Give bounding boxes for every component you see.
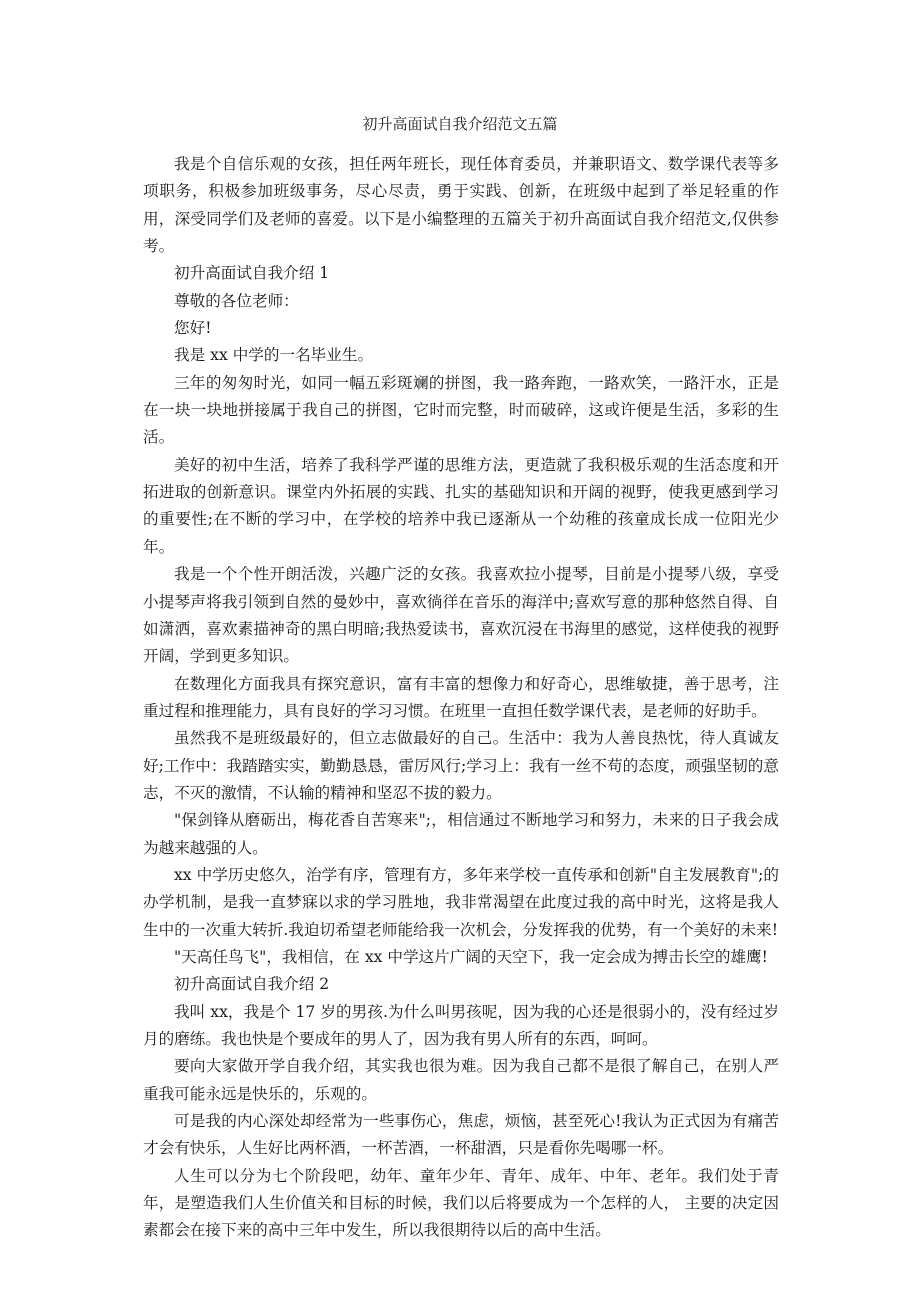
document-body [143,151,779,1245]
paragraph: 人生可以分为七个阶段吧，幼年、童年少年、青年、成年、中年、老年。我们处于青年，是塑造我们人生价值关和目标的时候，我们以后将要成为一个怎样的人， 主要的决定因素都会在接下来的高中三年中发生，所以我很期待以后的高中生活。 [143,1166,779,1240]
salutation: 尊敬的各位老师： [174,291,299,310]
section-heading-2: 初升高面试自我介绍 2 [174,975,330,994]
document-title: 初升高面试自我介绍范文五篇 [362,115,558,133]
greeting: 您好! [174,319,212,338]
paragraph: 我是一个个性开朗活泼，兴趣广泛的女孩。我喜欢拉小提琴，目前是小提琴八级，享受小提琴声将我引领到自然的曼妙中，喜欢徜徉在音乐的海洋中;喜欢写意的那种悠然自得、自如潇洒，喜欢素描神奇的黑白明暗;我热爱读书，喜欢沉浸在书海里的感觉，这样使我的视野开阔，学到更多知识。 [143,565,779,666]
paragraph: "天高任鸟飞"，我相信，在 xx 中学这片广阔的天空下，我一定会成为搏击长空的雄鹰! [174,947,768,966]
paragraph: 虽然我不是班级最好的，但立志做最好的自己。生活中：我为人善良热忱，待人真诚友好;工作中：我踏踏实实，勤勤恳恳，雷厉风行;学习上：我有一丝不苟的态度，顽强坚韧的意志，不灭的激情，不认输的精神和坚忍不拔的毅力。 [143,729,779,802]
paragraph: "保剑锋从磨砺出，梅花香自苦寒来";，相信通过不断地学习和努力，未来的日子我会成为越来越强的人。 [143,811,779,857]
paragraph: xx 中学历史悠久，治学有序，管理有方，多年来学校一直传承和创新"自主发展教育";的办学机制，是我一直梦寐以求的学习胜地，我非常渴望在此度过我的高中时光，这将是我人生中的一次重大转折.我迫切希望老师能给我一次机会，分发挥我的优势，有一个美好的未来! [143,865,779,939]
paragraph-intro: 我是个自信乐观的女孩，担任两年班长，现任体育委员，并兼职语文、数学课代表等多项职务，积极参加班级事务，尽心尽责，勇于实践、创新，在班级中起到了举足轻重的作用，深受同学们及老师的喜爱。以下是小编整理的五篇关于初升高面试自我介绍范文,仅供参考。 [143,155,779,256]
paragraph: 要向大家做开学自我介绍，其实我也很为难。因为我自己都不是很了解自己，在别人严重我可能永远是快乐的，乐观的。 [143,1057,779,1103]
paragraph: 美好的初中生活，培养了我科学严谨的思维方法，更造就了我积极乐观的生活态度和开拓进取的创新意识。课堂内外拓展的实践、扎实的基础知识和开阔的视野，使我更感到学习的重要性;在不断的学习中，在学校的培养中我已逐渐从一个幼稚的孩童成长成一位阳光少年。 [143,455,779,556]
paragraph: 可是我的内心深处却经常为一些事伤心，焦虑，烦恼，甚至死心!我认为正式因为有痛苦才会有快乐，人生好比两杯酒，一杯苦酒，一杯甜酒，只是看你先喝哪一杯。 [143,1112,779,1158]
paragraph: 三年的匆匆时光，如同一幅五彩斑斓的拼图，我一路奔跑，一路欢笑，一路汗水，正是在一块一块地拼接属于我自己的拼图，它时而完整，时而破碎，这或许便是生活，多彩的生活。 [143,373,779,447]
paragraph: 在数理化方面我具有探究意识，富有丰富的想像力和好奇心，思维敏捷，善于思考，注重过程和推理能力，具有良好的学习习惯。在班里一直担任数学课代表，是老师的好助手。 [143,674,779,720]
section-heading-1: 初升高面试自我介绍 1 [174,264,330,283]
paragraph: 我叫 xx，我是个 17 岁的男孩.为什么叫男孩呢，因为我的心还是很弱小的，没有经过岁月的磨练。我也快是个要成年的男人了，因为我有男人所有的东西，呵呵。 [143,1002,779,1048]
paragraph: 我是 xx 中学的一名毕业生。 [174,346,374,365]
